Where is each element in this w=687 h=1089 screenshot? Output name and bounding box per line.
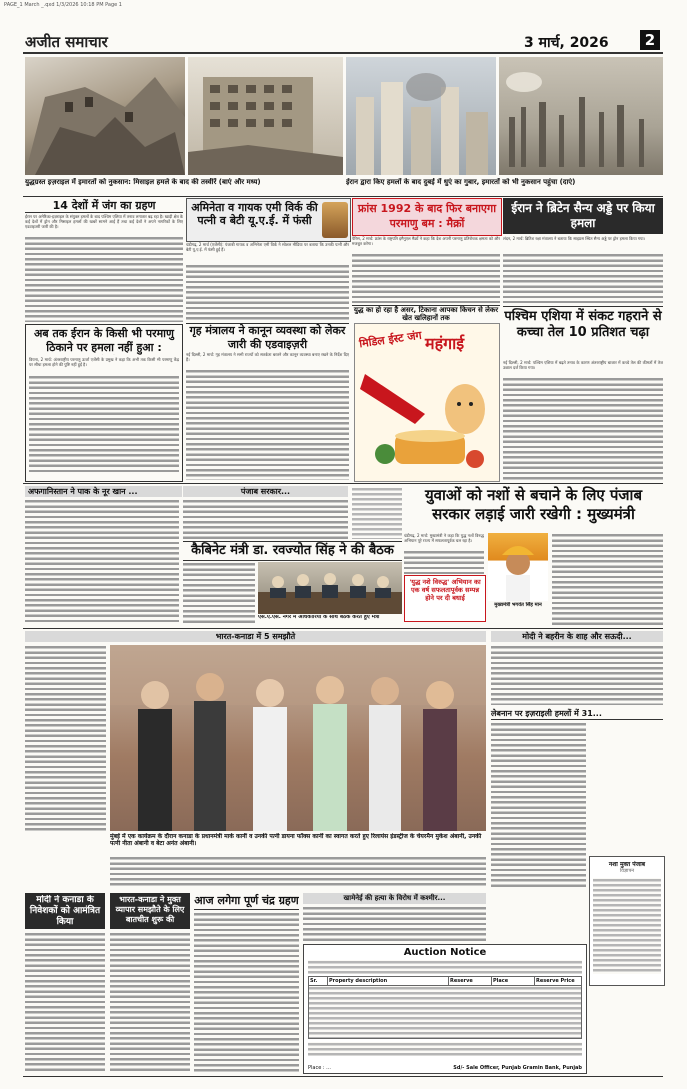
auction-notice bbox=[303, 944, 587, 1074]
headline-box-canada-trade bbox=[110, 893, 190, 929]
headline-modi-bahrain: मोदी ने बहरीन के शाह और सऊदी... bbox=[491, 631, 663, 642]
cartoon bbox=[354, 323, 500, 482]
article-youth-col1 bbox=[404, 550, 484, 574]
headline-iaea: अब तक ईरान के किसी भी परमाणु ठिकाने पर हमला नहीं हुआ : bbox=[34, 327, 174, 354]
article-india-canada-body bbox=[25, 645, 106, 831]
headline-afghanistan: अफगानिस्तान ने पाक के नूर खान ... bbox=[25, 486, 182, 497]
photo-damaged-building-2 bbox=[188, 57, 343, 175]
print-header: PAGE_1 March _.qxd 1/3/2026 10:18 PM Page 1 bbox=[4, 2, 122, 8]
headline-west-asia: पश्चिम एशिया में संकट गहराने से कच्चा तेल 10 प्रतिशत चढ़ा bbox=[503, 306, 663, 359]
masthead-rule bbox=[23, 52, 663, 54]
auction-signature: Sd/- Sale Officer, Punjab Gramin Bank, Punjab bbox=[453, 1065, 582, 1071]
article-youth-lead: चंडीगढ़, 2 मार्च: मुख्यमंत्री ने कहा कि युद्ध नशों विरुद्ध अभियान पूरे राज्य में सफलतापूर्वक चल रहा है। bbox=[404, 533, 484, 544]
auction-col-price: Reserve Price bbox=[536, 978, 575, 984]
caption-india-canada: मुंबई में एक कार्यक्रम के दौरान कनाडा के प्रधानमंत्री मार्क कार्नी व उनकी पत्नी डायना फॉक्स कार्नी का स्वागत करते हुए रिलायंस इंडस्ट्रीज के चेयरमैन मुकेश अंबानी, उनकी पत्नी नीता अंबानी व बेटा अनंत अंबानी। bbox=[110, 833, 482, 847]
article-france-body bbox=[352, 253, 500, 303]
article-home-lead: नई दिल्ली, 2 मार्च: गृह मंत्रालय ने सभी राज्यों को सतर्कता बरतने और कानून व्यवस्था बनाए रखने के निर्देश दिए हैं। bbox=[186, 352, 349, 363]
auction-col-desc: Property description bbox=[328, 977, 449, 985]
article-cabinet-body bbox=[183, 562, 255, 625]
article-iran-british-body bbox=[503, 253, 663, 303]
caption-cm: मुख्यमंत्री भगवंत सिंह मान bbox=[494, 602, 542, 608]
quote-yudh: 'युद्ध नशे विरुद्ध' अभियान का एक वर्ष सफलतापूर्वक सम्पन्न होने पर दी बधाई bbox=[409, 578, 481, 602]
headline-cabinet: कैबिनेट मंत्री डा. रवज्योत सिंह ने की बैठक bbox=[183, 541, 402, 561]
cartoon-title: महंगाई bbox=[425, 334, 465, 353]
paper-name: अजीत समाचार bbox=[25, 33, 108, 51]
article-war-14-lead: ईरान पर अमेरिका-इज़राइल के संयुक्त हमलों के बाद पश्चिम एशिया में तनाव लगातार बढ़ रहा है। खाड़ी क्षेत्र के कई देशों में ड्रोन और मिसाइल हमलों की खबरें सामने आई हैं तथा कई देशों ने अपने नागरिकों के लिए एडवाइजरी जारी की है। bbox=[25, 214, 183, 230]
article-youth-col2 bbox=[552, 533, 663, 625]
article-modi-bahrain-body bbox=[491, 645, 663, 705]
headline-eclipse: आज लगेगा पूर्ण चंद्र ग्रहण bbox=[194, 893, 299, 910]
article-canada-trade-body bbox=[110, 932, 190, 1072]
auction-col-place: Place bbox=[492, 977, 535, 985]
article-iran-british-lead: लंदन, 2 मार्च: ब्रिटिश रक्षा मंत्रालय ने बताया कि साइप्रस स्थित सैन्य अड्डे पर ड्रोन हमला किया गया। bbox=[503, 236, 646, 241]
caption-cabinet: एस.ए.एस. नगर में अधिकारियों के साथ बैठक करते हुए मंत्री bbox=[258, 615, 380, 620]
ad-sub: विज्ञापन bbox=[619, 868, 635, 874]
photo-india-canada bbox=[110, 645, 486, 831]
auction-col-sr: Sr. bbox=[309, 977, 328, 985]
iaea-box bbox=[25, 324, 183, 482]
portrait-amy bbox=[322, 202, 348, 238]
photo-cabinet-meeting bbox=[258, 562, 402, 614]
page-number: 2 bbox=[640, 30, 660, 50]
headline-war-14: 14 देशों में जंग का ग्रहण bbox=[25, 198, 183, 213]
article-lebanon-body bbox=[491, 722, 586, 888]
headline-india-canada: भारत-कनाडा में 5 समझौते bbox=[25, 631, 486, 642]
article-iaea-lead: वियना, 2 मार्च: अंतरराष्ट्रीय परमाणु ऊर्जा एजेंसी के प्रमुख ने कहा कि अभी तक किसी भी परमाणु केंद्र पर सीधा हमला होने की पुष्टि नहीं हुई है। bbox=[29, 357, 179, 368]
headline-youth: युवाओं को नशों से बचाने के लिए पंजाब सरकार लड़ाई जारी रखेगी : मुख्यमंत्री bbox=[424, 486, 643, 523]
article-punjab-sarkar-body bbox=[183, 499, 348, 539]
cartoon-banner: मिडिल ईस्ट जंग bbox=[358, 328, 423, 351]
auction-col-reserve: Reserve bbox=[449, 977, 492, 985]
top-caption-right: ईरान द्वारा किए हमलों के बाद दुबई में धुएं का गुबार, इमारतों को भी नुकसान पहुंचा (दाएं) bbox=[346, 178, 576, 186]
article-amy-lead: चंडीगढ़, 2 मार्च (एजेंसी): पंजाबी गायक व अभिनेता एमी विर्क ने सोशल मीडिया पर बताया कि उनकी पत्नी और बेटी यू.ए.ई. में फंसी हुई हैं। bbox=[186, 242, 349, 253]
headline-france: फ्रांस 1992 के बाद फिर बनाएगा परमाणु बम : मैक्रों bbox=[357, 202, 497, 230]
ad-title: नशा मुक्त पंजाब bbox=[608, 861, 646, 868]
auction-title: Auction Notice bbox=[403, 947, 487, 958]
article-war-14-body bbox=[25, 236, 183, 322]
article-west-asia-lead: नई दिल्ली, 2 मार्च: पश्चिम एशिया में बढ़ते तनाव के कारण अंतरराष्ट्रीय बाजार में कच्चे तेल की कीमतों में तेज उछाल दर्ज किया गया। bbox=[503, 360, 663, 371]
article-india-canada-more bbox=[110, 856, 486, 888]
auction-place: Place : ... bbox=[308, 1065, 331, 1071]
quote-box bbox=[404, 575, 486, 622]
article-iaea-body bbox=[29, 375, 179, 475]
headline-lebanon: लेबनान पर इज़राइली हमलों में 31... bbox=[491, 708, 663, 720]
article-eclipse-body bbox=[194, 912, 299, 1072]
article-home-body bbox=[186, 369, 349, 480]
ad-body bbox=[593, 878, 661, 974]
photo-damaged-building-1 bbox=[25, 57, 185, 175]
cartoon-caption: युद्ध का हो रहा है असर, टिकाना आपका किचन से लेकर खेत खलिहानों तक bbox=[353, 306, 499, 322]
headline-home-ministry: गृह मंत्रालय ने कानून व्यवस्था को लेकर जारी की एडवाइज़री bbox=[186, 323, 349, 352]
headline-box-iran-british bbox=[503, 198, 663, 234]
article-afghanistan-body bbox=[25, 499, 179, 625]
headline-modi-canada: मोदी ने कनाडा के निवेशकों को आमंत्रित किया bbox=[29, 895, 101, 927]
headline-canada-trade: भारत-कनाडा ने मुक्त व्यापार समझौते के लिए बातचीत शुरू की bbox=[115, 895, 185, 924]
headline-punjab-sarkar: पंजाब सरकार... bbox=[183, 486, 348, 497]
auction-terms bbox=[308, 1042, 582, 1056]
article-modi-canada-body bbox=[25, 932, 105, 1072]
top-caption-left: युद्धग्रस्त इज़राइल में इमारतों को नुकसान: मिसाइल हमले के बाद की तस्वीरें (बाएं और मध्य) bbox=[25, 178, 261, 186]
article-continuation bbox=[352, 487, 402, 539]
headline-box-modi-canada bbox=[25, 893, 105, 929]
headline-amy: अमिनेता व गायक एमी विर्क की पत्नी व बेटी यू.ए.ई. में फंसी bbox=[191, 201, 318, 227]
article-west-asia-body bbox=[503, 377, 663, 480]
auction-table-body bbox=[308, 986, 582, 1039]
article-france-lead: पेरिस, 2 मार्च: फ्रांस के राष्ट्रपति इमैनुएल मैक्रों ने कहा कि देश अपनी परमाणु प्रतिरोधक क्षमता को और मजबूत करेगा। bbox=[352, 236, 500, 247]
headline-iran-british: ईरान ने ब्रिटेन सैन्य अड्डे पर किया हमला bbox=[511, 201, 655, 230]
auction-table-header bbox=[308, 976, 582, 986]
issue-date: 3 मार्च, 2026 bbox=[524, 35, 609, 51]
headline-box-amy bbox=[186, 198, 351, 242]
auction-intro bbox=[308, 960, 582, 974]
article-amy-body bbox=[186, 264, 349, 320]
headline-khamenei: खामेनेई की हत्या के विरोध में कश्मीर... bbox=[303, 893, 486, 904]
article-khamenei-body bbox=[303, 906, 486, 942]
ad-box bbox=[589, 856, 665, 986]
portrait-cm bbox=[488, 533, 548, 601]
photo-skyline-smoke bbox=[499, 57, 663, 175]
headline-box-france bbox=[352, 198, 502, 236]
photo-smoke-city bbox=[346, 57, 496, 175]
